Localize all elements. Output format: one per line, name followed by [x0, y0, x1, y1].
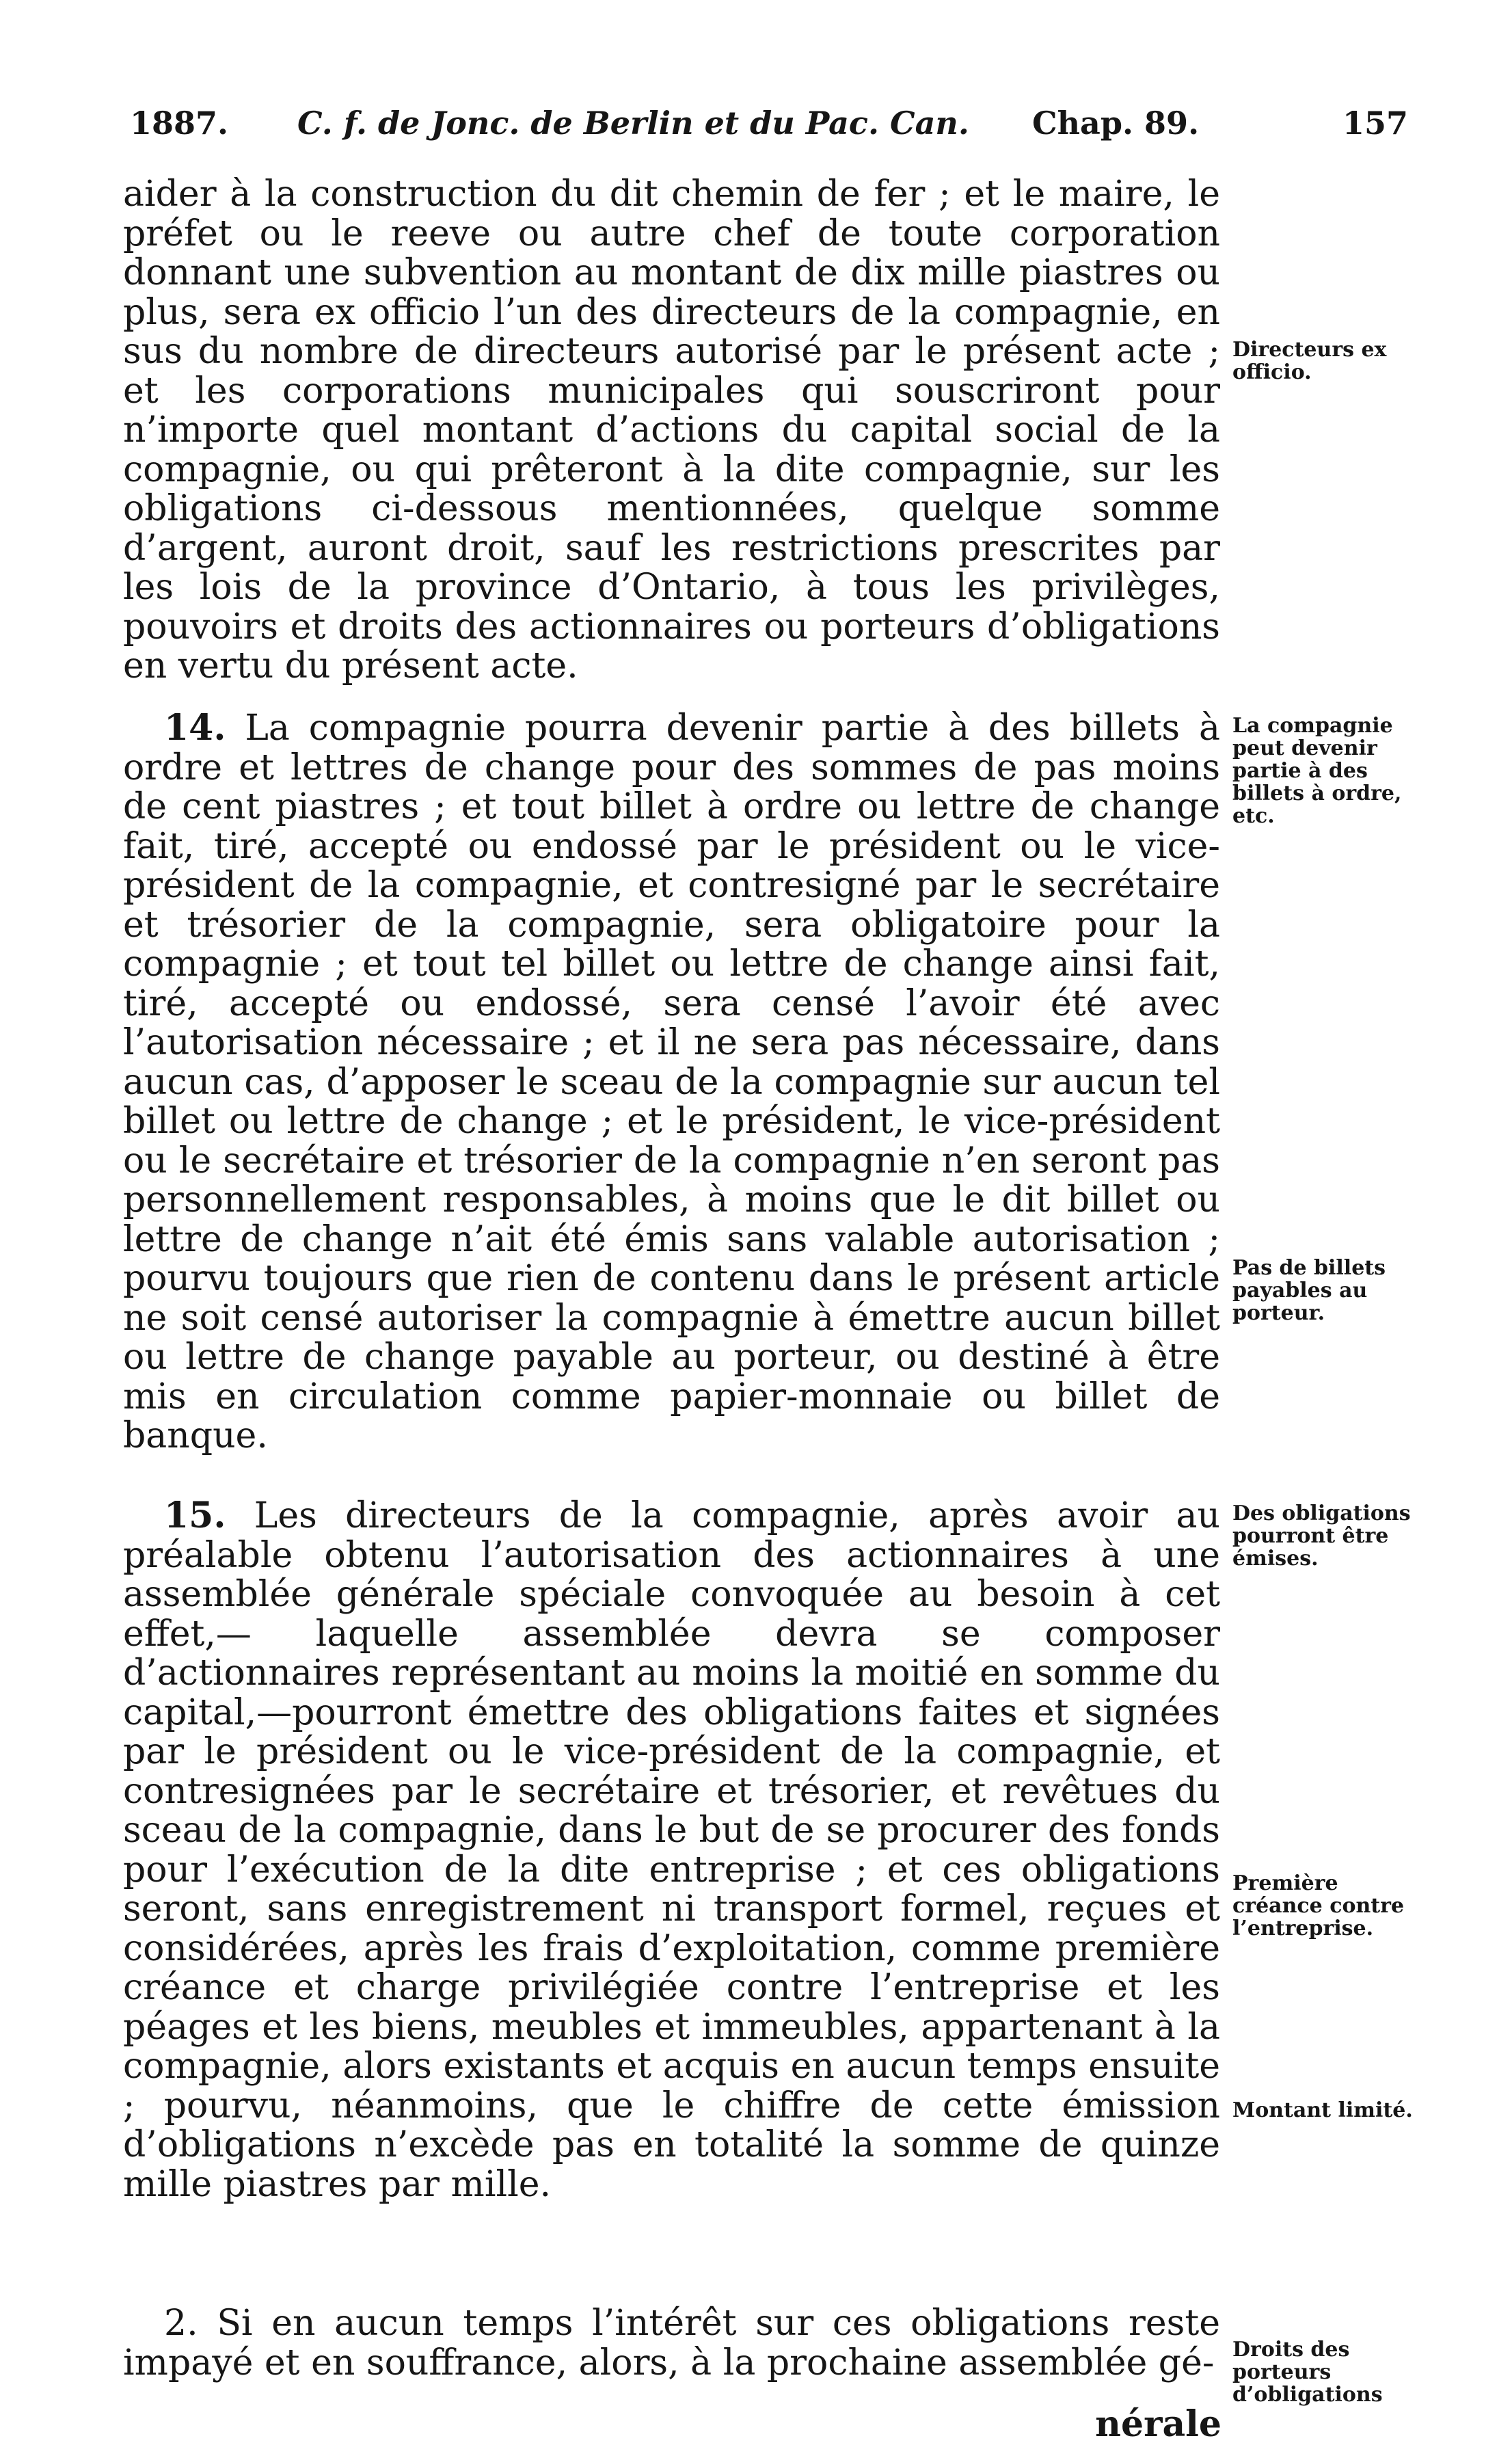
margin-note-montant: Montant limité.: [1232, 2098, 1413, 2122]
margin-note-porteur: Pas de billets payables au porteur.: [1232, 1256, 1386, 1325]
running-header: [123, 96, 1408, 150]
section-15-paragraph: [123, 1496, 1220, 2204]
margin-note-directeurs: Directeurs ex officio.: [1232, 338, 1387, 384]
subsection-2-paragraph: [123, 2304, 1220, 2383]
section-14-number: 14.: [164, 707, 226, 749]
page-number: 157: [1342, 105, 1408, 142]
section-14-paragraph: [123, 708, 1220, 1456]
subsection-2-number: 2.: [164, 2303, 198, 2344]
section-15: [123, 1496, 1220, 2271]
continuation-text: aider à la construction du dit chemin de fer ; et le maire, le préfet ou le reeve ou autre chef de toute corporation donnant une subvention au montant de dix mille piastres ou plus, sera ex officio l’un des directeurs de la compagnie, en sus du nombre de directeurs autorisé par le présent acte ; et les corporations municipales qui souscriront pour n’importe quel montant d’actions du capital social de la compagnie, ou qui prêteront à la dite compagnie, sur les obligations ci-dessous mentionnées, quelque somme d’argent, auront droit, sauf les restrictions prescrites par les lois de la province d’Ontario, à tous les privilèges, pouvoirs et droits des actionnaires ou porteurs d’obligations en vertu du présent acte.: [123, 174, 1220, 686]
margin-note-droits: Droits des porteurs d’obligations: [1232, 2338, 1383, 2407]
continuation-paragraph: [123, 174, 1220, 686]
section-15-number: 15.: [164, 1495, 226, 1536]
header-title: C. f. de Jonc. de Berlin et du Pac. Can.: [297, 105, 969, 142]
section-14-text: La compagnie pourra devenir partie à des billets à ordre et lettres de change pour des sommes de pas moins de cent piastres ; et tout billet à ordre ou lettre de change fait, tiré, accepté ou endossé par le président ou le vice-président de la compagnie, et contresigné par le secrétaire et trésorier de la compagnie, sera obligatoire pour la compagnie ; et tout tel billet ou lettre de change ainsi fait, tiré, accepté ou endossé, sera censé l’avoir été avec l’autorisation nécessaire ; et il ne sera pas nécessaire, dans aucun cas, d’apposer le sceau de la compagnie sur aucun tel billet ou lettre de change ; et le président, le vice-président ou le secrétaire et trésorier de la compagnie n’en seront pas personnellement responsables, à moins que le dit billet ou lettre de change n’ait été émis sans valable autorisation ; pourvu toujours que rien de contenu dans le présent article ne soit censé autoriser la compagnie à émettre aucun billet ou lettre de change payable au porteur, ou destiné à être mis en circulation comme papier-monnaie ou billet de banque.: [123, 708, 1221, 1456]
margin-note-obligations: Des obligations pourront être émises.: [1232, 1501, 1411, 1571]
header-year: 1887.: [130, 105, 229, 142]
margin-note-premiere-creance: Première créance contre l’entreprise.: [1232, 1871, 1405, 1940]
subsection-2-text: Si en aucun temps l’intérêt sur ces obligations reste impayé et en souffrance, alors, à la prochaine assemblée gé-: [123, 2303, 1220, 2383]
margin-note-billets: La compagnie peut devenir partie à des billets à ordre, etc.: [1232, 714, 1402, 828]
catchword: nérale: [1095, 2403, 1221, 2445]
header-chapter: Chap. 89.: [1032, 105, 1200, 142]
section-14: [123, 707, 1221, 1456]
subsection-2: [123, 2304, 1220, 2424]
section-15-text: Les directeurs de la compagnie, après avoir au préalable obtenu l’autorisation des actionnaires à une assemblée générale spéciale convoquée au besoin à cet effet,— laquelle assemblée devra se composer d’actionnaires représentant au moins la moitié en somme du capital,—pourront émettre des obligations faites et signées par le président ou le vice-président de la compagnie, et contresignées par le secrétaire et trésorier, et revêtues du sceau de la compagnie, dans le but de se procurer des fonds pour l’exécution de la dite entreprise ; et ces obligations seront, sans enregistrement ni transport formel, reçues et considérées, après les frais d’exploitation, comme première créance et charge privilégiée contre l’entreprise et les péages et les biens, meubles et immeubles, appartenant à la compagnie, alors existants et acquis en aucun temps ensuite ; pourvu, néanmoins, que le chiffre de cette émission d’obligations n’excède pas en totalité la somme de quinze mille piastres par mille.: [123, 1495, 1220, 2205]
